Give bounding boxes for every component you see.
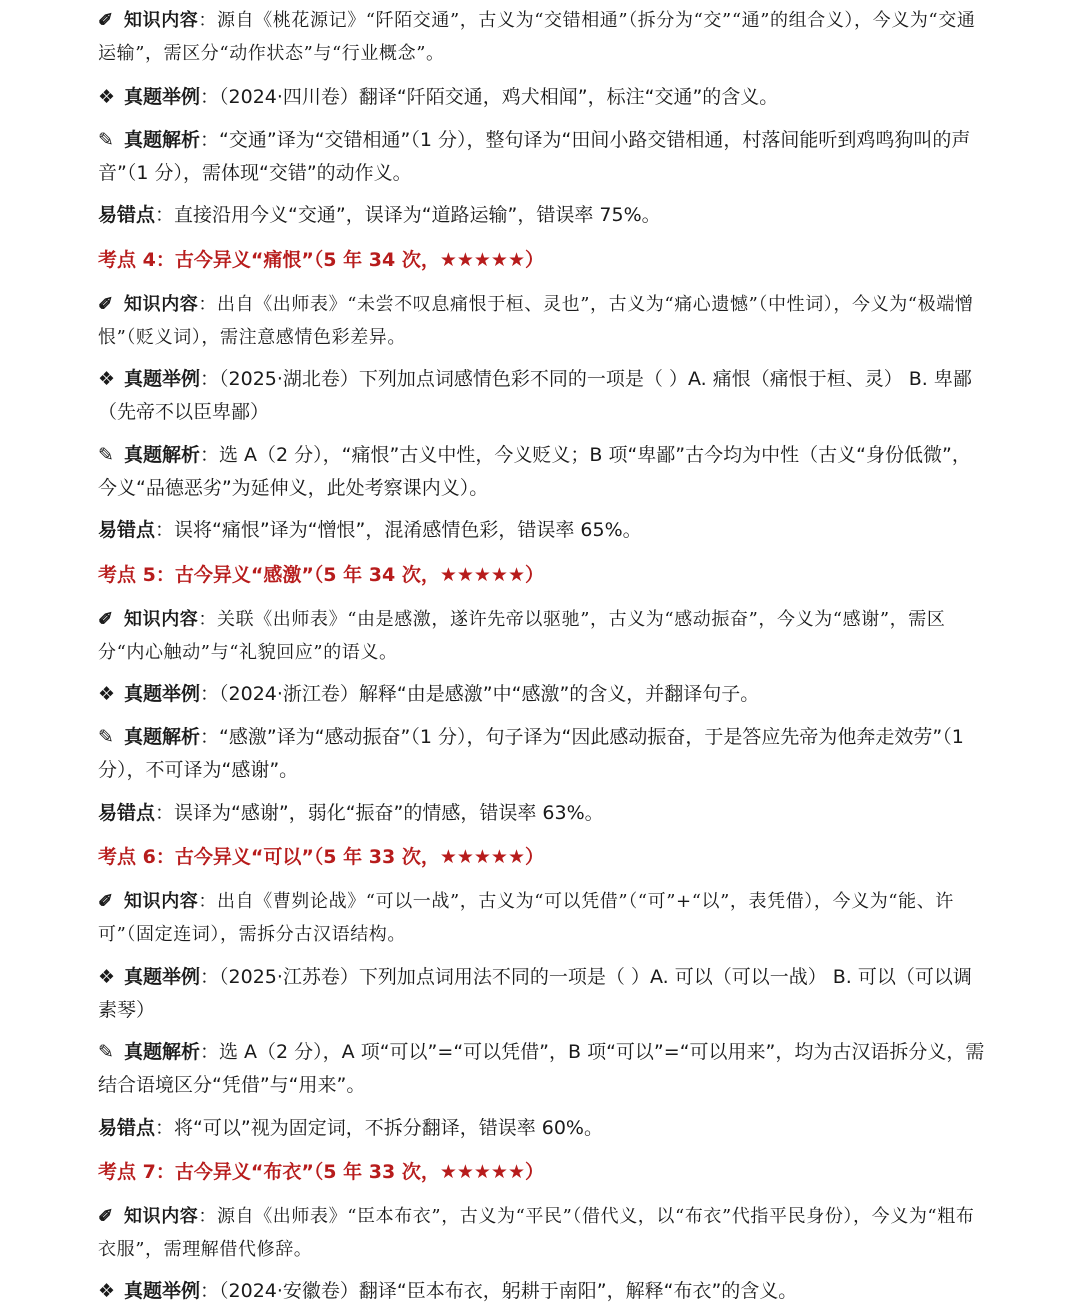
error-text: ：将“可以”视为固定词，不拆分翻译，错误率 60%。: [155, 1117, 603, 1139]
knowledge-paragraph: [98, 603, 986, 669]
diamond-icon: ❖: [98, 368, 116, 390]
error-paragraph: [98, 797, 986, 830]
knowledge-paragraph: [98, 288, 986, 354]
pencil-icon: ✐: [98, 891, 114, 912]
example-label: 真题举例: [124, 1280, 201, 1302]
knowledge-text: ：源自《桃花源记》“阡陌交通”，古义为“交错相通”（拆分为“交”“通”的组合义），今义为“交通运输”，需区分“动作状态”与“行业概念”。: [98, 10, 976, 64]
knowledge-paragraph: [98, 1200, 986, 1266]
example-text: ：（2025·江苏卷）下列加点词用法不同的一项是（ ）A. 可以（可以一战） B. 可以（可以调素琴）: [98, 966, 972, 1021]
analysis-label: 真题解析: [124, 129, 201, 151]
pen-icon: ✎: [98, 444, 114, 466]
diamond-icon: ❖: [98, 683, 116, 705]
pencil-icon: ✐: [98, 609, 114, 630]
example-label: 真题举例: [124, 683, 201, 705]
example-text: ：（2024·浙江卷）解释“由是感激”中“感激”的含义，并翻译句子。: [200, 683, 760, 705]
section-heading: 考点 7：古今异义“布衣”（5 年 33 次，★★★★★）: [98, 1161, 544, 1183]
example-label: 真题举例: [124, 86, 201, 108]
knowledge-label: 知识内容: [124, 294, 199, 315]
error-label: 易错点: [98, 204, 156, 226]
diamond-icon: ❖: [98, 1280, 116, 1302]
diamond-icon: ❖: [98, 86, 116, 108]
example-paragraph: [98, 678, 986, 711]
error-text: ：直接沿用今义“交通”，误译为“道路运输”，错误率 75%。: [155, 204, 661, 226]
analysis-paragraph: [98, 439, 986, 505]
error-label: 易错点: [98, 1117, 156, 1139]
analysis-paragraph: [98, 124, 986, 190]
knowledge-label: 知识内容: [124, 1206, 199, 1227]
analysis-text: ：选 A（2 分），“痛恨”古义中性，今义贬义；B 项“卑鄙”古今均为中性（古义“身份低微”，今义“品德恶劣”为延伸义，此处考察课内义）。: [98, 444, 971, 499]
analysis-label: 真题解析: [124, 1041, 201, 1063]
error-label: 易错点: [98, 802, 156, 824]
example-text: ：（2024·安徽卷）翻译“臣本布衣，躬耕于南阳”，解释“布衣”的含义。: [200, 1280, 798, 1302]
analysis-text: ：“交通”译为“交错相通”（1 分），整句译为“田间小路交错相通，村落间能听到鸡鸣狗叫的声音”（1 分），需体现“交错”的动作义。: [98, 129, 971, 184]
error-paragraph: [98, 199, 986, 232]
pen-icon: ✎: [98, 1041, 114, 1063]
knowledge-label: 知识内容: [124, 891, 199, 912]
analysis-text: ：选 A（2 分），A 项“可以”=“可以凭借”，B 项“可以”=“可以用来”，均为古汉语拆分义，需结合语境区分“凭借”与“用来”。: [98, 1041, 985, 1096]
section-heading: 考点 4：古今异义“痛恨”（5 年 34 次，★★★★★）: [98, 249, 544, 271]
analysis-paragraph: [98, 721, 986, 787]
knowledge-text: ：出自《出师表》“未尝不叹息痛恨于桓、灵也”，古义为“痛心遗憾”（中性词），今义为“极端憎恨”（贬义词），需注意感情色彩差异。: [98, 294, 974, 348]
example-text: ：（2025·湖北卷）下列加点词感情色彩不同的一项是（ ）A. 痛恨（痛恨于桓、灵） B. 卑鄙（先帝不以臣卑鄙）: [98, 368, 972, 423]
pen-icon: ✎: [98, 129, 114, 151]
example-text: ：（2024·四川卷）翻译“阡陌交通，鸡犬相闻”，标注“交通”的含义。: [200, 86, 779, 108]
section-heading: 考点 5：古今异义“感激”（5 年 34 次，★★★★★）: [98, 564, 544, 586]
knowledge-text: ：关联《出师表》“由是感激，遂许先帝以驱驰”，古义为“感动振奋”，今义为“感谢”，需区分“内心触动”与“礼貌回应”的语义。: [98, 609, 946, 663]
analysis-label: 真题解析: [124, 444, 201, 466]
example-label: 真题举例: [124, 966, 201, 988]
example-paragraph: [98, 961, 986, 1027]
section-heading: 考点 6：古今异义“可以”（5 年 33 次，★★★★★）: [98, 846, 544, 868]
analysis-paragraph: [98, 1036, 986, 1102]
knowledge-paragraph: [98, 885, 986, 951]
pencil-icon: ✐: [98, 1206, 114, 1227]
error-paragraph: [98, 1112, 986, 1145]
example-paragraph: [98, 363, 986, 429]
diamond-icon: ❖: [98, 966, 116, 988]
example-label: 真题举例: [124, 368, 201, 390]
knowledge-label: 知识内容: [124, 10, 199, 31]
knowledge-paragraph: [98, 4, 986, 70]
example-paragraph: [98, 1275, 986, 1308]
knowledge-label: 知识内容: [124, 609, 199, 630]
error-text: ：误译为“感谢”，弱化“振奋”的情感，错误率 63%。: [155, 802, 604, 824]
pencil-icon: ✐: [98, 294, 114, 315]
error-label: 易错点: [98, 519, 156, 541]
example-paragraph: [98, 81, 986, 114]
error-paragraph: [98, 514, 986, 547]
knowledge-text: ：源自《出师表》“臣本布衣”，古义为“平民”（借代义，以“布衣”代指平民身份），今义为“粗布衣服”，需理解借代修辞。: [98, 1206, 975, 1260]
analysis-text: ：“感激”译为“感动振奋”（1 分），句子译为“因此感动振奋，于是答应先帝为他奔走效劳”（1 分），不可译为“感谢”。: [98, 726, 964, 781]
error-text: ：误将“痛恨”译为“憎恨”，混淆感情色彩，错误率 65%。: [155, 519, 642, 541]
pen-icon: ✎: [98, 726, 114, 748]
analysis-label: 真题解析: [124, 726, 201, 748]
knowledge-text: ：出自《曹刿论战》“可以一战”，古义为“可以凭借”（“可”+“以”，表凭借），今义为“能、许可”（固定连词），需拆分古汉语结构。: [98, 891, 954, 945]
pencil-icon: ✐: [98, 10, 114, 31]
